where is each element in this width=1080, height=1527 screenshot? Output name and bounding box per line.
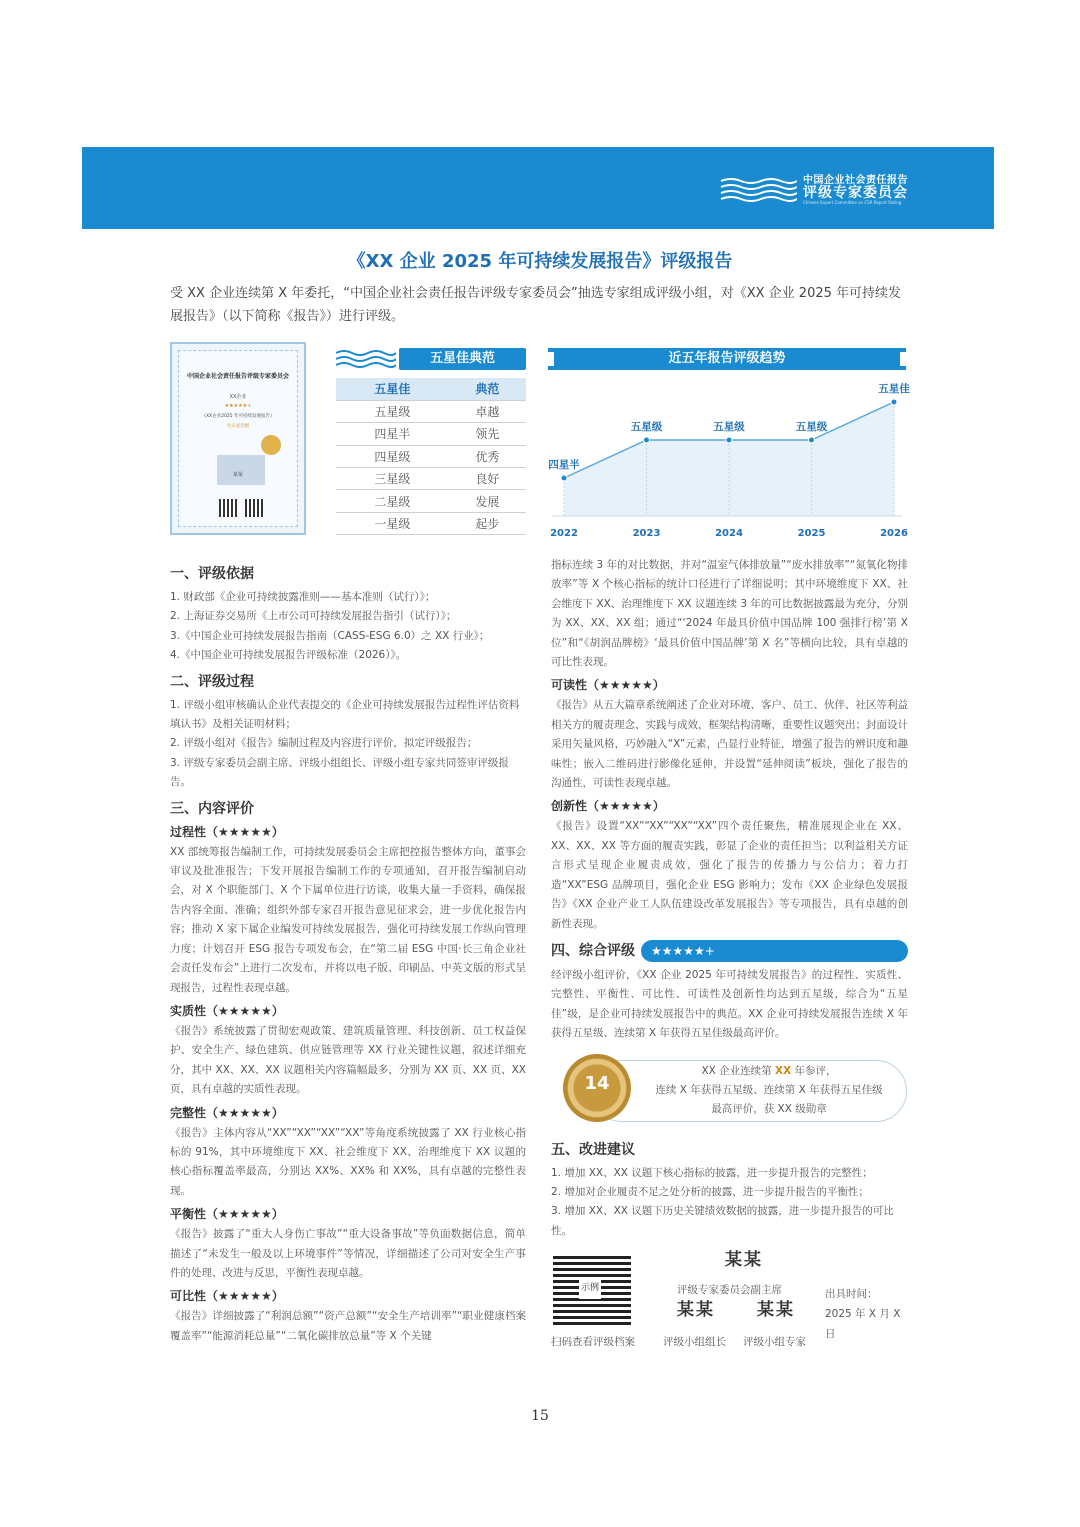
x-tick-label: 2025	[797, 528, 826, 539]
comparability-text: 《报告》详细披露了“利润总额”“资产总额”“安全生产培训率”“职业健康档案覆盖率”“能源消耗总量”“二氧化碳排放总量”等 X 个关键	[170, 1310, 526, 1342]
org-line1: 中国企业社会责任报告	[803, 175, 908, 186]
cert-company: XX企业	[229, 394, 247, 400]
section-basis-title: 一、评级依据	[170, 566, 254, 582]
cert-seal-icon	[261, 435, 281, 455]
waves-icon	[336, 348, 396, 370]
list-item: 1. 增加 XX、XX 议题下核心指标的披露，进一步提升报告的完整性；	[551, 1166, 873, 1179]
page-title: 《XX 企业 2025 年可持续发展报告》评级报告	[347, 251, 733, 272]
issue-label: 出具时间：	[825, 1288, 878, 1301]
data-label: 五星级	[795, 421, 828, 433]
cert-level: 为五星佳级	[226, 424, 250, 429]
x-tick-label: 2022	[550, 528, 578, 539]
completeness-title: 完整性（★★★★★）	[170, 1105, 284, 1120]
process-title: 过程性（★★★★★）	[170, 824, 284, 839]
header-band	[82, 147, 994, 229]
data-label: 五星佳	[878, 383, 910, 395]
readability-text: 《报告》从五大篇章系统阐述了企业对环境、客户、员工、伙伴、社区等利益相关方的履责理念、实践与成效，框架结构清晰，重要性议题突出；封面设计采用矢量风格，巧妙融入“X”元素，凸显行业特征，增强了报告的辨识度和趣味性；嵌入二维码进行影像化延伸，并设置“延伸阅读”板块，强化了报告的沟通性，可读性表现卓越。	[551, 699, 908, 790]
cert-org: 中国企业社会责任报告评级专家委员会	[186, 373, 289, 380]
cert-qr-icon	[245, 499, 263, 517]
signature-vice-chair: 某某	[725, 1250, 763, 1271]
data-point	[809, 437, 815, 443]
trend-area	[564, 402, 894, 516]
data-point	[726, 437, 732, 443]
section-overall-title: 四、综合评级	[551, 942, 635, 959]
rating-table-title: 五星佳典范	[399, 348, 526, 370]
medal-icon	[563, 1054, 631, 1122]
x-tick-label: 2026	[880, 528, 908, 539]
award-line3: 最高评价，获 XX 级勋章	[711, 1102, 827, 1115]
waves-logo-icon	[719, 175, 797, 205]
data-point	[644, 437, 650, 443]
table-row: 五星佳 典范	[336, 378, 526, 400]
x-tick-label: 2024	[715, 528, 743, 539]
table-row: 二星级 发展	[336, 490, 526, 512]
balance-text: 《报告》披露了“重大人身伤亡事故”“重大设备事故”等负面数据信息，简单描述了“未发生一般及以上环境事件”等情况，详细描述了公司对安全生产事件的处理、改进与反思，平衡性表现卓越。	[170, 1228, 526, 1279]
section-content-title: 三、内容评价	[170, 800, 254, 817]
data-label: 五星级	[713, 421, 745, 433]
cert-stars: ★★★★★+	[224, 403, 252, 409]
table-row: 四星级 优秀	[336, 445, 526, 467]
trend-chart	[548, 376, 910, 542]
list-item: 1. 评级小组审核确认企业代表提交的《企业可持续发展报告过程性评估资料填认书》及相关证明材料；	[170, 698, 520, 731]
process-text: XX 部统筹报告编制工作，可持续发展委员会主席把控报告整体方向，董事会审议及批准报告；下发开展报告编制工作的专项通知，召开报告编制启动会，对 X 个职能部门、X 个下属单位进行访谈，收集大量一手资料，确保报告内容全面、准确；组织外部专家召开报告意见征求会，进一步优化报告内容；推动 X 家下属企业编发可持续发展报告，强化可持续发展工作纵向管理力度；计划召开 ESG 报告专项发布会，在“第二届 ESG 中国·长三角企业社会责任发布会”上进行二次发布，并将以电子版、印刷品、中英文版的形式呈现报告，过程性表现卓越。	[170, 845, 526, 994]
issue-date: 2025 年 X 月 X 日	[825, 1308, 901, 1340]
section-process-title: 二、评级过程	[170, 673, 254, 690]
readability-title: 可读性（★★★★★）	[551, 678, 665, 693]
list-item: 3.《中国企业可持续发展报告指南（CASS-ESG 6.0）之 XX 行业》；	[170, 629, 490, 642]
data-point	[891, 399, 897, 405]
table-row: 三星级 良好	[336, 468, 526, 490]
list-item: 2. 增加对企业履责不足之处分析的披露，进一步提升报告的平衡性；	[551, 1185, 869, 1198]
leader-role: 评级小组组长	[663, 1336, 726, 1349]
table-row: 一星级 起步	[336, 512, 526, 534]
overall-text: 经评级小组评价，《XX 企业 2025 年可持续发展报告》的过程性、实质性、完整性、平衡性、可比性、可读性及创新性均达到五星级，综合为“五星佳”级，是企业可持续发展报告中的典范。XX 企业可持续发展报告连续 X 年获得五星级、连续第 X 年获得五星佳级最高评价。	[551, 968, 908, 1040]
cert-illustration	[217, 455, 265, 485]
org-line2: 评级专家委员会	[803, 185, 908, 201]
page-number: 15	[531, 1408, 549, 1424]
signature-expert: 某某	[757, 1300, 795, 1321]
innovation-title: 创新性（★★★★★）	[551, 799, 665, 814]
substance-title: 实质性（★★★★★）	[170, 1003, 284, 1018]
award-text	[631, 1062, 907, 1119]
section-suggestion-title: 五、改进建议	[551, 1141, 635, 1158]
table-row: 四星半 领先	[336, 423, 526, 445]
cert-qr-icon	[219, 499, 237, 517]
comparability-title: 可比性（★★★★★）	[170, 1289, 284, 1304]
list-item: 2. 上海证券交易所《上市公司可持续发展报告指引（试行）》；	[170, 610, 457, 623]
expert-role: 评级小组专家	[743, 1336, 806, 1349]
innovation-text: 《报告》设置“XX”“XX”“XX”“XX”四个责任聚焦，精准展现企业在 XX、XX、XX、XX 等方面的履责实践，彰显了企业的责任担当；以利益相关方证言形式呈现企业履责成效，强化了报告的传播力与公信力；着力打造“XX”ESG 品牌项目，强化企业 ESG 影响力；发布《XX 企业绿色发展报告》《XX 企业产业工人队伍建设改革发展报告》等专项报告，具有卓越的创新性表现。	[551, 820, 908, 930]
data-label: 四星半	[548, 459, 580, 471]
data-point	[561, 475, 567, 481]
cert-report: 《XX企业2025 年可持续发展报告》	[201, 414, 275, 419]
signature-block	[551, 1249, 908, 1349]
award-highlight: XX	[775, 1064, 792, 1077]
qr-label: 示例	[579, 1279, 601, 1298]
award-pre: XX 企业连续第	[701, 1064, 775, 1077]
list-item: 1. 财政部《企业可持续披露准则——基本准则（试行）》；	[170, 591, 436, 603]
medal-number: 14	[584, 1072, 610, 1094]
certificate-image	[170, 342, 306, 535]
scan-label: 扫码查看评级档案	[551, 1336, 635, 1349]
balance-title: 平衡性（★★★★★）	[170, 1207, 284, 1222]
award-line2: 连续 X 年获得五星级、连续第 X 年获得五星佳级	[655, 1083, 883, 1096]
org-english: Chinese Expert Committee on CSR Report Rating	[803, 200, 902, 206]
vice-chair-role: 评级专家委员会副主席	[677, 1284, 782, 1297]
list-item: 3. 增加 XX、XX 议题下历史关键绩效数据的披露，进一步提升报告的可比性。	[551, 1205, 894, 1237]
list-item: 2. 评级小组对《报告》编制过程及内容进行评价，拟定评级报告；	[170, 737, 478, 750]
comparability-text-cont: 指标连续 3 年的对比数据，并对“温室气体排放量”“废水排放率”“氮氧化物排放率”等 X 个核心指标的统计口径进行了详细说明；其中环境维度下 XX、社会维度下 XX、治理维度下 XX 议题连续 3 年的可比数据披露最为充分，分别为 XX、XX、XX 组；通过“‘2024 年最具价值中国品牌 100 强排行榜’第 X 位”和“《胡润品牌榜》‘最具价值中国品牌’第 X 名”等横向比较，具有卓越的可比性表现。	[551, 559, 908, 669]
list-item: 4.《中国企业可持续发展报告评级标准（2026）》。	[170, 649, 407, 662]
data-label: 五星级	[630, 421, 663, 433]
overall-rating-header	[551, 940, 908, 962]
cert-sign: 某某	[232, 472, 243, 478]
x-tick-label: 2023	[632, 528, 661, 539]
completeness-text: 《报告》主体内容从“XX”“XX”“XX”“XX”等角度系统披露了 XX 行业核心指标的 91%，其中环境维度下 XX、社会维度下 XX、治理维度下 XX 议题的核心指标覆盖率最高，分别达 XX%、XX% 和 XX%，具有卓越的完整性表现。	[170, 1126, 526, 1197]
committee-logo	[719, 175, 908, 206]
substance-text: 《报告》系统披露了贯彻宏观政策、建筑质量管理、科技创新、员工权益保护、安全生产、绿色建筑、供应链管理等 XX 行业关键性议题，叙述详细充分，其中 XX、XX、XX 议题相关内容篇幅最多，分别为 XX 页、XX 页、XX 页，具有卓越的实质性表现。	[170, 1024, 526, 1096]
left-column	[170, 558, 526, 1346]
intro-paragraph: 受 XX 企业连续第 X 年委托，“中国企业社会责任报告评级专家委员会”抽选专家组成评级小组，对《XX 企业 2025 年可持续发展报告》（以下简称《报告》）进行评级。	[170, 286, 902, 324]
trend-chart-title: 近五年报告评级趋势	[548, 348, 906, 370]
table-row: 五星级 卓越	[336, 400, 526, 422]
overall-rating-badge: ★★★★★+	[641, 940, 908, 962]
signature-leader: 某某	[677, 1300, 715, 1321]
right-column	[551, 556, 908, 1349]
rating-table	[336, 378, 526, 535]
award-box	[551, 1054, 908, 1132]
rating-table-header	[336, 348, 526, 370]
list-item: 3. 评级专家委员会副主席、评级小组组长、评级小组专家共同签审评级报告。	[170, 756, 509, 789]
award-post: 年参评，	[791, 1064, 837, 1077]
